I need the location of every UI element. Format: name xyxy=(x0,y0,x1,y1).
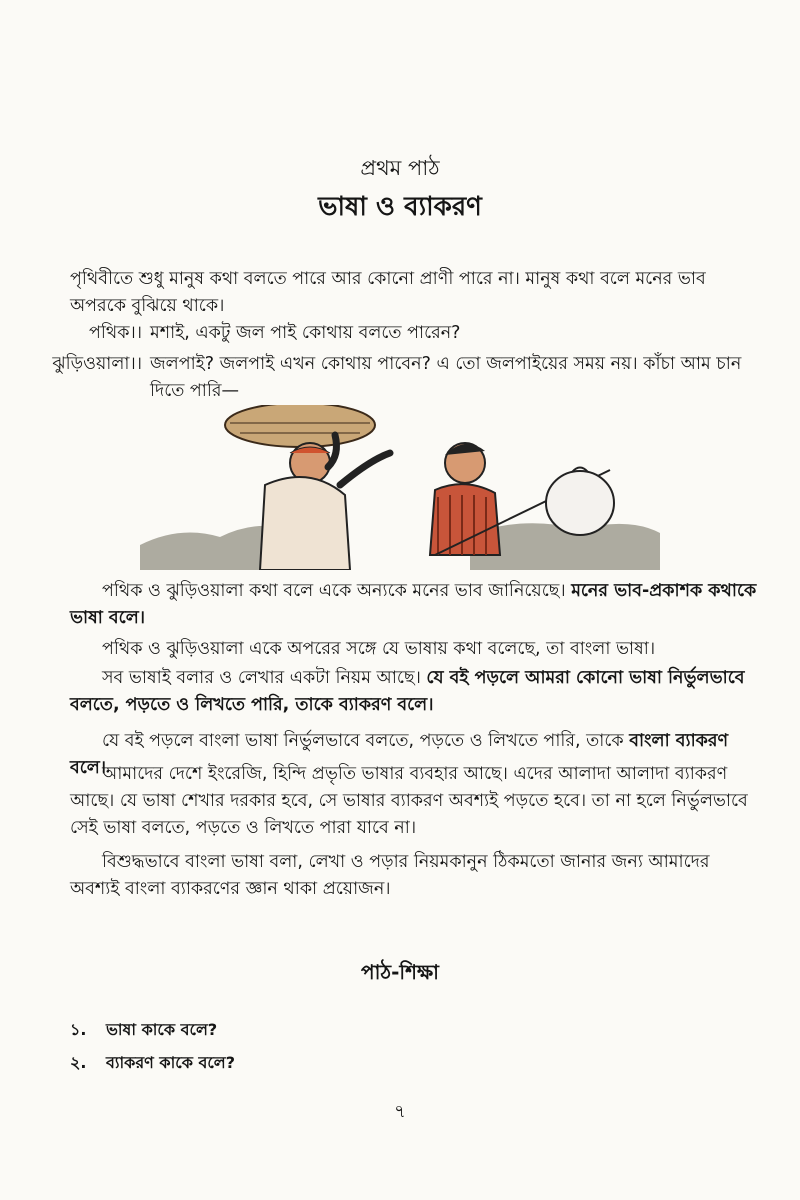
question-number: ১. xyxy=(70,1020,87,1039)
body-paragraph-3-text: সব ভাষাই বলার ও লেখার একটা নিয়ম আছে। xyxy=(102,668,427,688)
exercise-question-2 xyxy=(70,1050,235,1077)
dialogue-line-basket-seller: জলপাই? জলপাই এখন কোথায় পাবেন? এ তো জলপাইয়ের সময় নয়। কাঁচা আম চান দিতে পারি— xyxy=(150,354,742,401)
page-number: ৭ xyxy=(394,1101,406,1122)
question-number: ২. xyxy=(70,1053,87,1072)
body-paragraph-3 xyxy=(70,665,760,719)
body-paragraph-6: বিশুদ্ধভাবে বাংলা ভাষা বলা, লেখা ও পড়ার নিয়মকানুন ঠিকমতো জানার জন্য আমাদের অবশ্যই বাংলা ব্যাকরণের জ্ঞান থাকা প্রয়োজন। xyxy=(70,852,710,899)
body-paragraph-1 xyxy=(70,578,760,632)
dialogue-line-traveler: মশাই, একটু জল পাই কোথায় বলতে পারেন? xyxy=(150,323,461,343)
definition-bangla-grammar: বাংলা ব্যাকরণ বলে। xyxy=(70,731,729,778)
question-text: ব্যাকরণ কাকে বলে? xyxy=(106,1053,235,1072)
dialogue-speaker-basket-seller: ঝুড়িওয়ালা।। xyxy=(52,354,142,374)
body-paragraph-2: পথিক ও ঝুড়িওয়ালা একে অপরের সঙ্গে যে ভাষায় কথা বলেছে, তা বাংলা ভাষা। xyxy=(102,639,656,659)
definition-language: মনের ভাব-প্রকাশক কথাকে ভাষা বলে। xyxy=(70,581,757,628)
body-paragraph-1-text: পথিক ও ঝুড়িওয়ালা কথা বলে একে অন্যকে মনের ভাব জানিয়েছে। xyxy=(102,581,572,601)
intro-paragraph: পৃথিবীতে শুধু মানুষ কথা বলতে পারে আর কোনো প্রাণী পারে না। মানুষ কথা বলে মনের ভাব অপরকে বুঝিয়ে থাকে। xyxy=(70,269,706,316)
dialogue-speaker-traveler: পথিক।। xyxy=(89,323,142,343)
body-paragraph-5: আমাদের দেশে ইংরেজি, হিন্দি প্রভৃতি ভাষার ব্যবহার আছে। এদের আলাদা আলাদা ব্যাকরণ আছে। যে ভাষা শেখার দরকার হবে, সে ভাষার ব্যাকরণ অবশ্যই পড়তে হবে। তা না হলে নির্ভুলভাবে সেই ভাষা বলতে, পড়তে ও লিখতে পারা যাবে না। xyxy=(70,764,748,838)
question-text: ভাষা কাকে বলে? xyxy=(106,1020,218,1039)
illustration-traveler-and-basket-seller xyxy=(140,405,660,570)
definition-grammar: যে বই পড়লে আমরা কোনো ভাষা নির্ভুলভাবে বলতে, পড়তে ও লিখতে পারি, তাকে ব্যাকরণ বলে। xyxy=(70,668,745,715)
exercise-question-1 xyxy=(70,1017,217,1044)
lesson-title: ভাষা ও ব্যাকরণ xyxy=(318,192,482,222)
exercise-title: পাঠ-শিক্ষা xyxy=(361,960,439,984)
lesson-number: প্রথম পাঠ xyxy=(360,156,440,180)
body-paragraph-4-text: যে বই পড়লে বাংলা ভাষা নির্ভুলভাবে বলতে, পড়তে ও লিখতে পারি, তাকে xyxy=(102,731,630,751)
